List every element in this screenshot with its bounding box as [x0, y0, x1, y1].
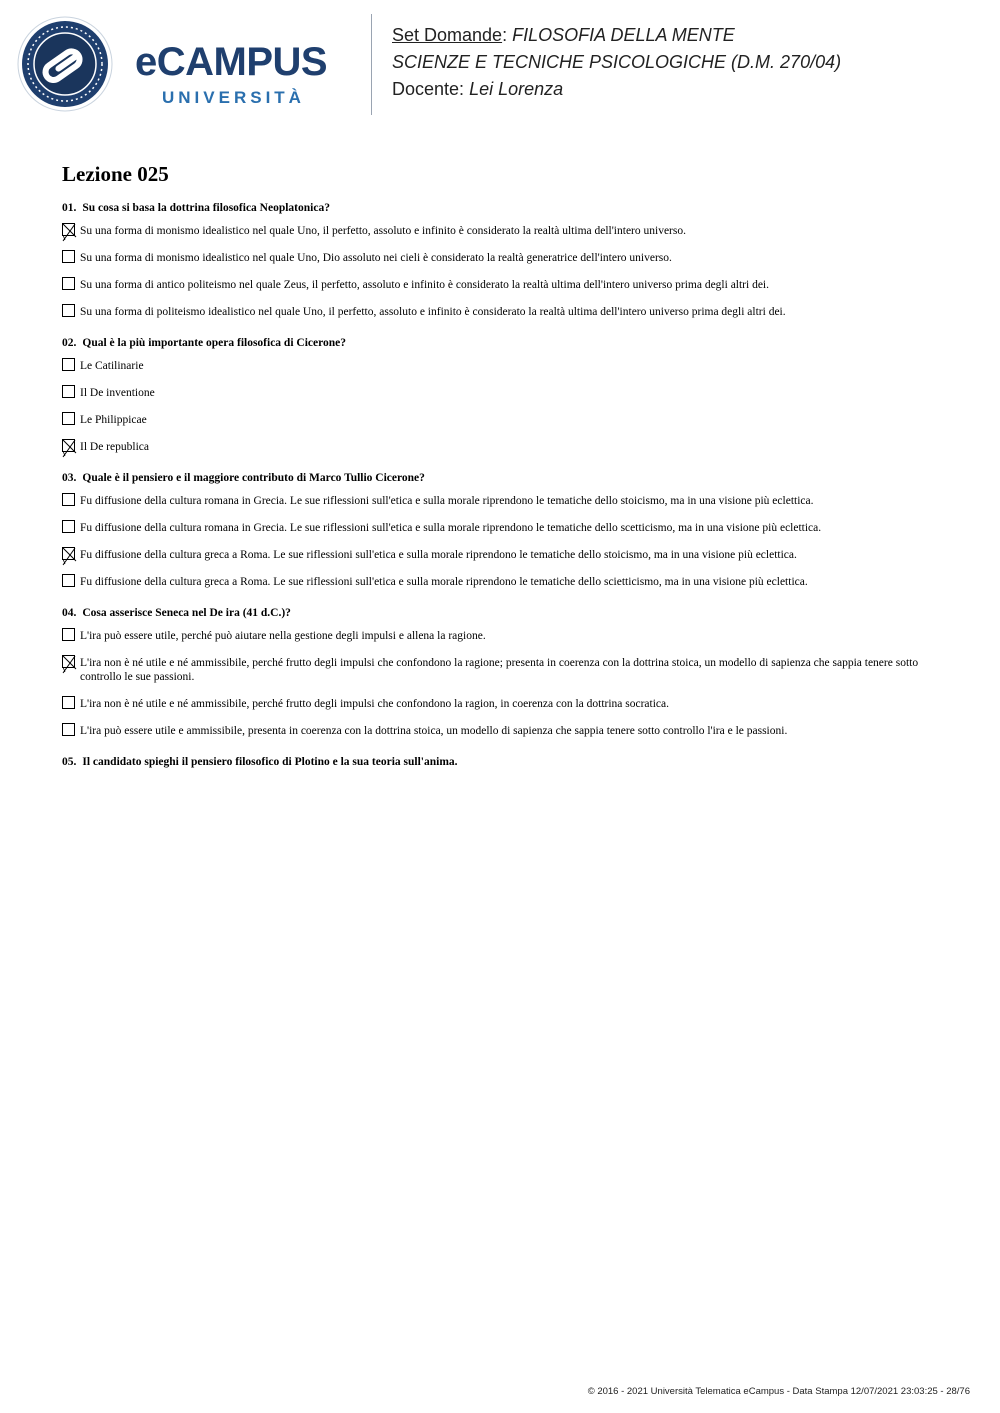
question-heading — [62, 471, 942, 485]
question-heading — [62, 336, 942, 350]
answer-option — [62, 359, 942, 373]
checkbox-checked[interactable] — [62, 547, 75, 560]
lesson-title: Lezione 025 — [62, 162, 169, 186]
answer-option — [62, 386, 942, 400]
checkbox[interactable] — [62, 412, 75, 425]
check-x-mark-icon — [62, 439, 82, 459]
question-text: Cosa asserisce Seneca nel De ira (41 d.C.)? — [82, 607, 291, 619]
answer-option — [62, 575, 942, 589]
question-01 — [62, 201, 942, 319]
answer-text: Su una forma di antico politeismo nel quale Zeus, il perfetto, assoluto e infinito è considerato la realtà ultima dell'intero universo prima degli altri dei. — [80, 279, 770, 291]
answer-text: Le Catilinarie — [80, 360, 144, 372]
question-number: 02. — [62, 337, 77, 349]
teacher-line — [392, 76, 841, 103]
question-05 — [62, 755, 942, 769]
answer-text: L'ira può essere utile, perché può aiutare nella gestione degli impulsi e allena la ragione. — [80, 630, 486, 642]
question-heading — [62, 606, 942, 620]
answer-text: Su una forma di monismo idealistico nel quale Uno, il perfetto, assoluto e infinito è considerato la realtà ultima dell'intero universo. — [80, 225, 686, 237]
answer-text: Il De inventione — [80, 387, 155, 399]
checkbox[interactable] — [62, 493, 75, 506]
checkbox[interactable] — [62, 304, 75, 317]
answer-text: L'ira non è né utile e né ammissibile, perché frutto degli impulsi che confondono la ragion, in coerenza con la dottrina socratica. — [80, 698, 670, 710]
question-number: 03. — [62, 472, 77, 484]
check-x-mark-icon — [62, 655, 82, 675]
question-heading — [62, 201, 942, 215]
checkbox-checked[interactable] — [62, 439, 75, 452]
ecampus-seal-logo — [17, 16, 113, 112]
answer-text: Fu diffusione della cultura romana in Grecia. Le sue riflessioni sull'etica e sulla morale riprendono le tematiche dello stoicismo, ma in una visione più eclettica. — [80, 495, 814, 507]
answer-option — [62, 251, 942, 265]
course-name: FILOSOFIA DELLA MENTE — [512, 25, 735, 45]
question-text: Su cosa si basa la dottrina filosofica Neoplatonica? — [82, 202, 330, 214]
answer-option — [62, 278, 942, 292]
check-x-mark-icon — [62, 547, 82, 567]
set-label: Set Domande — [392, 25, 503, 45]
answer-option — [62, 305, 942, 319]
answer-text: Su una forma di monismo idealistico nel quale Uno, Dio assoluto nei cieli è considerato la realtà generatrice dell'intero universo. — [80, 252, 672, 264]
question-02 — [62, 336, 942, 454]
answer-option — [62, 548, 942, 562]
question-heading — [62, 755, 942, 769]
answer-text: Il De republica — [80, 441, 149, 453]
question-set — [62, 161, 942, 786]
logo-wordmark: eCAMPUS — [135, 40, 328, 84]
question-number: 01. — [62, 202, 77, 214]
answer-text: L'ira può essere utile e ammissibile, presenta in coerenza con la dottrina stoica, un modello di sapienza che sappia tenere sotto controllo l'ira e le passioni. — [80, 725, 788, 737]
question-text: Quale è il pensiero e il maggiore contributo di Marco Tullio Cicerone? — [82, 472, 425, 484]
answer-option — [62, 440, 942, 454]
degree-line — [392, 49, 841, 76]
question-number: 05. — [62, 756, 77, 768]
checkbox-checked[interactable] — [62, 655, 75, 668]
answer-text: Su una forma di politeismo idealistico nel quale Uno, il perfetto, assoluto e infinito è considerato la realtà ultima dell'intero universo prima degli altri dei. — [80, 306, 786, 318]
answer-option — [62, 521, 942, 535]
checkbox-checked[interactable] — [62, 223, 75, 236]
question-03 — [62, 471, 942, 589]
question-text: Qual è la più importante opera filosofica di Cicerone? — [82, 337, 347, 349]
answer-text: L'ira non è né utile e né ammissibile, perché frutto degli impulsi che confondono la ragione; presenta in coerenza con la dottrina stoica, un modello di sapienza che sappia tenere sotto controllo le sue passioni. — [80, 657, 919, 683]
checkbox[interactable] — [62, 520, 75, 533]
check-x-mark-icon — [62, 223, 82, 243]
answer-text: Fu diffusione della cultura greca a Roma. Le sue riflessioni sull'etica e sulla morale riprendono le tematiche dello scietticismo, ma in una visione più eclettica. — [80, 576, 808, 588]
checkbox[interactable] — [62, 277, 75, 290]
answer-option — [62, 224, 942, 238]
answer-option — [62, 724, 942, 738]
answer-text: Fu diffusione della cultura greca a Roma. Le sue riflessioni sull'etica e sulla morale riprendono le tematiche dello stoicismo, ma in una visione più eclettica. — [80, 549, 797, 561]
checkbox[interactable] — [62, 385, 75, 398]
logo-subtitle: UNIVERSITÀ — [162, 88, 305, 107]
header-divider — [371, 14, 372, 115]
teacher-label: Docente: — [392, 79, 465, 99]
question-04 — [62, 606, 942, 738]
checkbox[interactable] — [62, 628, 75, 641]
question-text: Il candidato spieghi il pensiero filosofico di Plotino e la sua teoria sull'anima. — [82, 756, 458, 768]
answer-option — [62, 697, 942, 711]
header-info — [392, 22, 841, 103]
answer-text: Fu diffusione della cultura romana in Grecia. Le sue riflessioni sull'etica e sulla morale riprendono le tematiche dello scetticismo, ma in una visione più eclettica. — [80, 522, 822, 534]
answer-option — [62, 629, 942, 643]
degree-name: SCIENZE E TECNICHE PSICOLOGICHE (D.M. 270/04) — [392, 52, 842, 72]
checkbox[interactable] — [62, 723, 75, 736]
answer-option — [62, 494, 942, 508]
answer-option — [62, 656, 942, 684]
checkbox[interactable] — [62, 250, 75, 263]
teacher-name: Lei Lorenza — [469, 79, 564, 99]
question-number: 04. — [62, 607, 77, 619]
page-footer: © 2016 - 2021 Università Telematica eCampus - Data Stampa 12/07/2021 23:03:25 - 28/76 — [587, 1386, 970, 1397]
checkbox[interactable] — [62, 574, 75, 587]
answer-text: Le Philippicae — [80, 414, 147, 426]
course-line: Set Domande: FILOSOFIA DELLA MENTE — [392, 25, 735, 45]
checkbox[interactable] — [62, 696, 75, 709]
checkbox[interactable] — [62, 358, 75, 371]
answer-option — [62, 413, 942, 427]
